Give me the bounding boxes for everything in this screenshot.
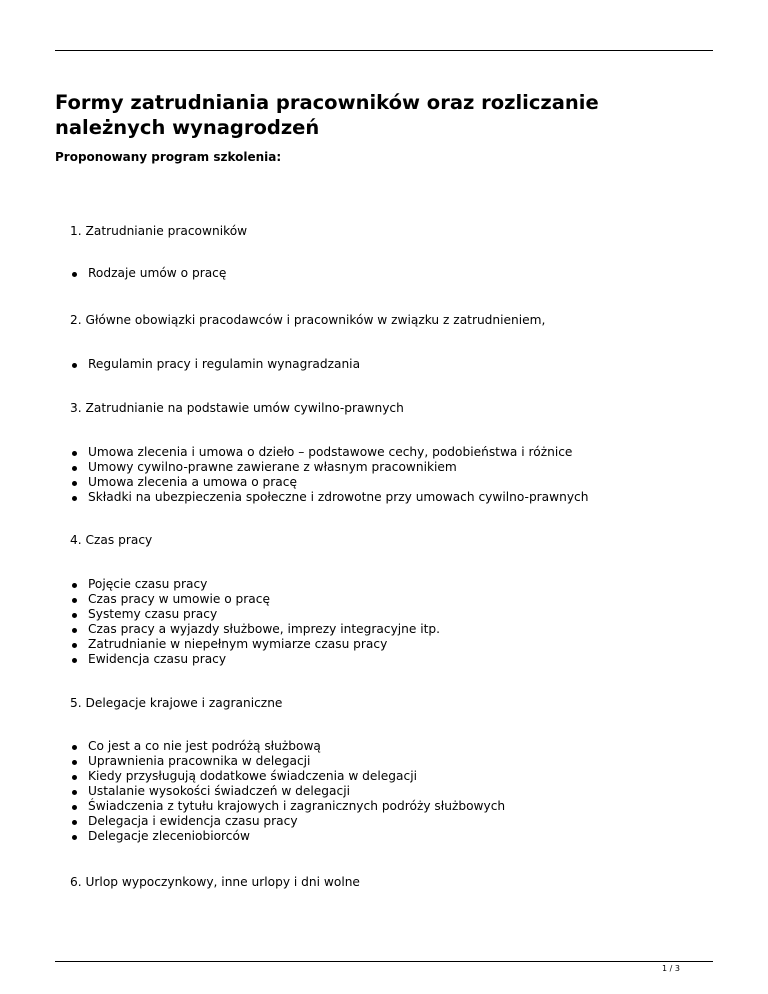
bullet-icon	[72, 496, 77, 501]
bullet-icon	[72, 658, 77, 663]
bullet-icon	[72, 820, 77, 825]
section-1-list	[72, 266, 226, 281]
bullet-icon	[72, 272, 77, 277]
list-item: Uprawnienia pracownika w delegacji	[72, 754, 505, 769]
section-heading-1: 1. Zatrudnianie pracowników	[70, 224, 248, 238]
list-item: Umowa zlecenia a umowa o pracę	[72, 475, 589, 490]
bullet-icon	[72, 745, 77, 750]
list-item: Zatrudnianie w niepełnym wymiarze czasu pracy	[72, 637, 440, 652]
section-heading-5: 5. Delegacje krajowe i zagraniczne	[70, 696, 283, 710]
section-heading-3: 3. Zatrudnianie na podstawie umów cywilno-prawnych	[70, 401, 404, 415]
bullet-icon	[72, 760, 77, 765]
bullet-icon	[72, 598, 77, 603]
section-heading-4: 4. Czas pracy	[70, 533, 153, 547]
list-item: Co jest a co nie jest podróżą służbową	[72, 739, 505, 754]
bullet-icon	[72, 790, 77, 795]
section-4-list	[72, 577, 440, 667]
bullet-icon	[72, 805, 77, 810]
list-item: Czas pracy a wyjazdy służbowe, imprezy integracyjne itp.	[72, 622, 440, 637]
list-item: Systemy czasu pracy	[72, 607, 440, 622]
list-item: Ustalanie wysokości świadczeń w delegacji	[72, 784, 505, 799]
footer-rule	[55, 961, 713, 962]
section-5-list	[72, 739, 505, 844]
bullet-icon	[72, 466, 77, 471]
section-heading-6: 6. Urlop wypoczynkowy, inne urlopy i dni wolne	[70, 875, 360, 889]
bullet-icon	[72, 451, 77, 456]
list-item: Czas pracy w umowie o pracę	[72, 592, 440, 607]
list-item: Delegacje zleceniobiorców	[72, 829, 505, 844]
list-item: Ewidencja czasu pracy	[72, 652, 440, 667]
section-3-list	[72, 445, 589, 505]
list-item: Kiedy przysługują dodatkowe świadczenia w delegacji	[72, 769, 505, 784]
list-item: Świadczenia z tytułu krajowych i zagranicznych podróży służbowych	[72, 799, 505, 814]
list-item: Umowy cywilno-prawne zawierane z własnym pracownikiem	[72, 460, 589, 475]
list-item: Delegacja i ewidencja czasu pracy	[72, 814, 505, 829]
document-title: Formy zatrudniania pracowników oraz rozliczanie należnych wynagrodzeń	[55, 91, 599, 139]
page-number: 1 / 3	[662, 964, 680, 973]
list-item: Pojęcie czasu pracy	[72, 577, 440, 592]
list-item: Regulamin pracy i regulamin wynagradzania	[72, 357, 360, 372]
bullet-icon	[72, 363, 77, 368]
list-item: Umowa zlecenia i umowa o dzieło – podstawowe cechy, podobieństwa i różnice	[72, 445, 589, 460]
bullet-icon	[72, 613, 77, 618]
section-2-list	[72, 357, 360, 372]
program-subtitle: Proponowany program szkolenia:	[55, 150, 282, 164]
bullet-icon	[72, 775, 77, 780]
list-item: Rodzaje umów o pracę	[72, 266, 226, 281]
bullet-icon	[72, 628, 77, 633]
list-item: Składki na ubezpieczenia społeczne i zdrowotne przy umowach cywilno-prawnych	[72, 490, 589, 505]
bullet-icon	[72, 583, 77, 588]
section-heading-2: 2. Główne obowiązki pracodawców i pracowników w związku z zatrudnieniem,	[70, 313, 546, 327]
bullet-icon	[72, 643, 77, 648]
bullet-icon	[72, 481, 77, 486]
bullet-icon	[72, 835, 77, 840]
top-rule	[55, 50, 713, 51]
